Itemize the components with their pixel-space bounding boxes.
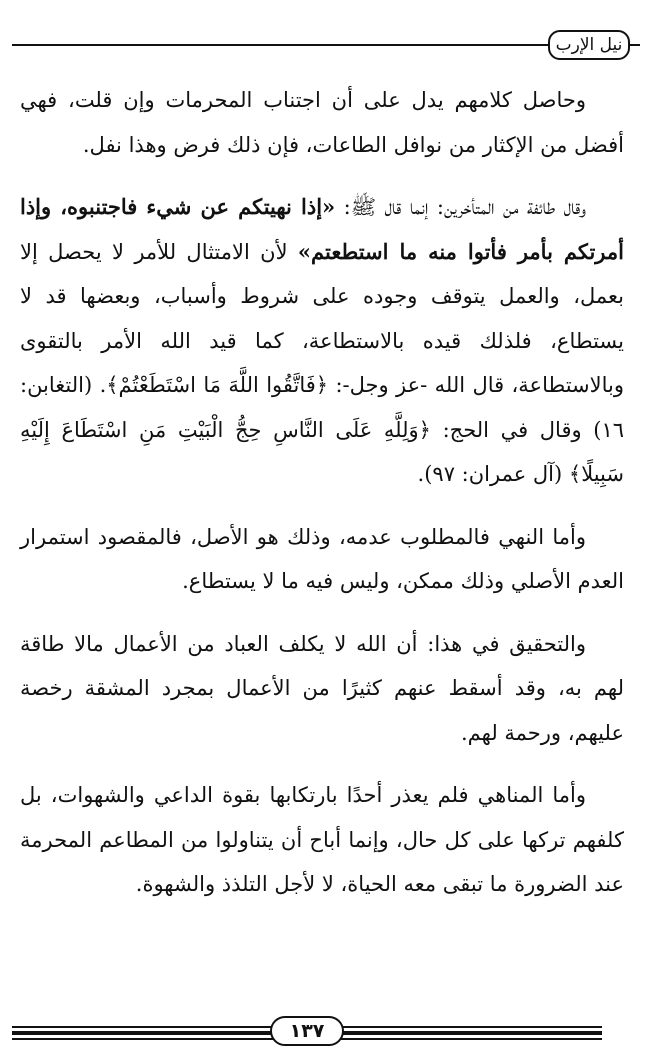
page-footer — [12, 1012, 602, 1052]
page-body — [20, 78, 624, 907]
page-number: ١٣٧ — [289, 1020, 325, 1042]
paragraph-2 — [20, 185, 624, 497]
paragraph-4: والتحقيق في هذا: أن الله لا يكلف العباد من الأعمال مالا طاقة لهم به، وقد أسقط عنهم كثيرًا من الأعمال بمجرد المشقة رخصة عليهم، ورحمة لهم. — [20, 631, 624, 745]
paragraph-2-body: لأن الامتثال للأمر لا يحصل إلا بعمل، والعمل يتوقف وجوده على شروط وأسباب، وبعضها قد لا يستطاع، فلذلك قيده بالاستطاعة، كما قيد الله الأمر بالتقوى وبالاستطاعة، قال الله -عز وجل-: ﴿فَاتَّقُوا اللَّهَ مَا اسْتَطَعْتُمْ﴾. (التغابن: ١٦) وقال في الحج: ﴿وَلِلَّهِ عَلَى النَّاسِ حِجُّ الْبَيْتِ مَنِ اسْتَطَاعَ إِلَيْهِ سَبِيلًا﴾ (آل عمران: ٩٧). — [20, 239, 624, 486]
page-header — [12, 28, 634, 64]
page-number-frame — [270, 1016, 344, 1046]
header-rule-end — [630, 44, 640, 46]
running-title: نيل الإرب — [555, 35, 623, 55]
hadith-quote: «إذا نهيتكم عن شيء فاجتنبوه، وإذا أمرتكم بأمر فأتوا منه ما استطعتم» — [20, 194, 624, 264]
paragraph-5: وأما المناهي فلم يعذر أحدًا بارتكابها بقوة الداعي والشهوات، بل كلفهم تركها على كل حال، وإنما أباح أن يتناولوا من المطاعم المحرمة عند الضرورة ما تبقى معه الحياة، لا لأجل التلذذ والشهوة. — [20, 783, 624, 896]
running-title-frame — [548, 30, 630, 60]
paragraph-2-intro: وقال طائفة من المتأخرين: إنما قال ﷺ: — [335, 195, 586, 219]
paragraph-3: وأما النهي فالمطلوب عدمه، وذلك هو الأصل، فالمقصود استمرار العدم الأصلي وذلك ممكن، وليس فيه ما لا يستطاع. — [20, 524, 624, 593]
paragraph-1: وحاصل كلامهم يدل على أن اجتناب المحرمات وإن قلت، فهي أفضل من الإكثار من نوافل الطاعات، فإن ذلك فرض وهذا نفل. — [20, 88, 624, 157]
header-rule — [12, 44, 554, 46]
